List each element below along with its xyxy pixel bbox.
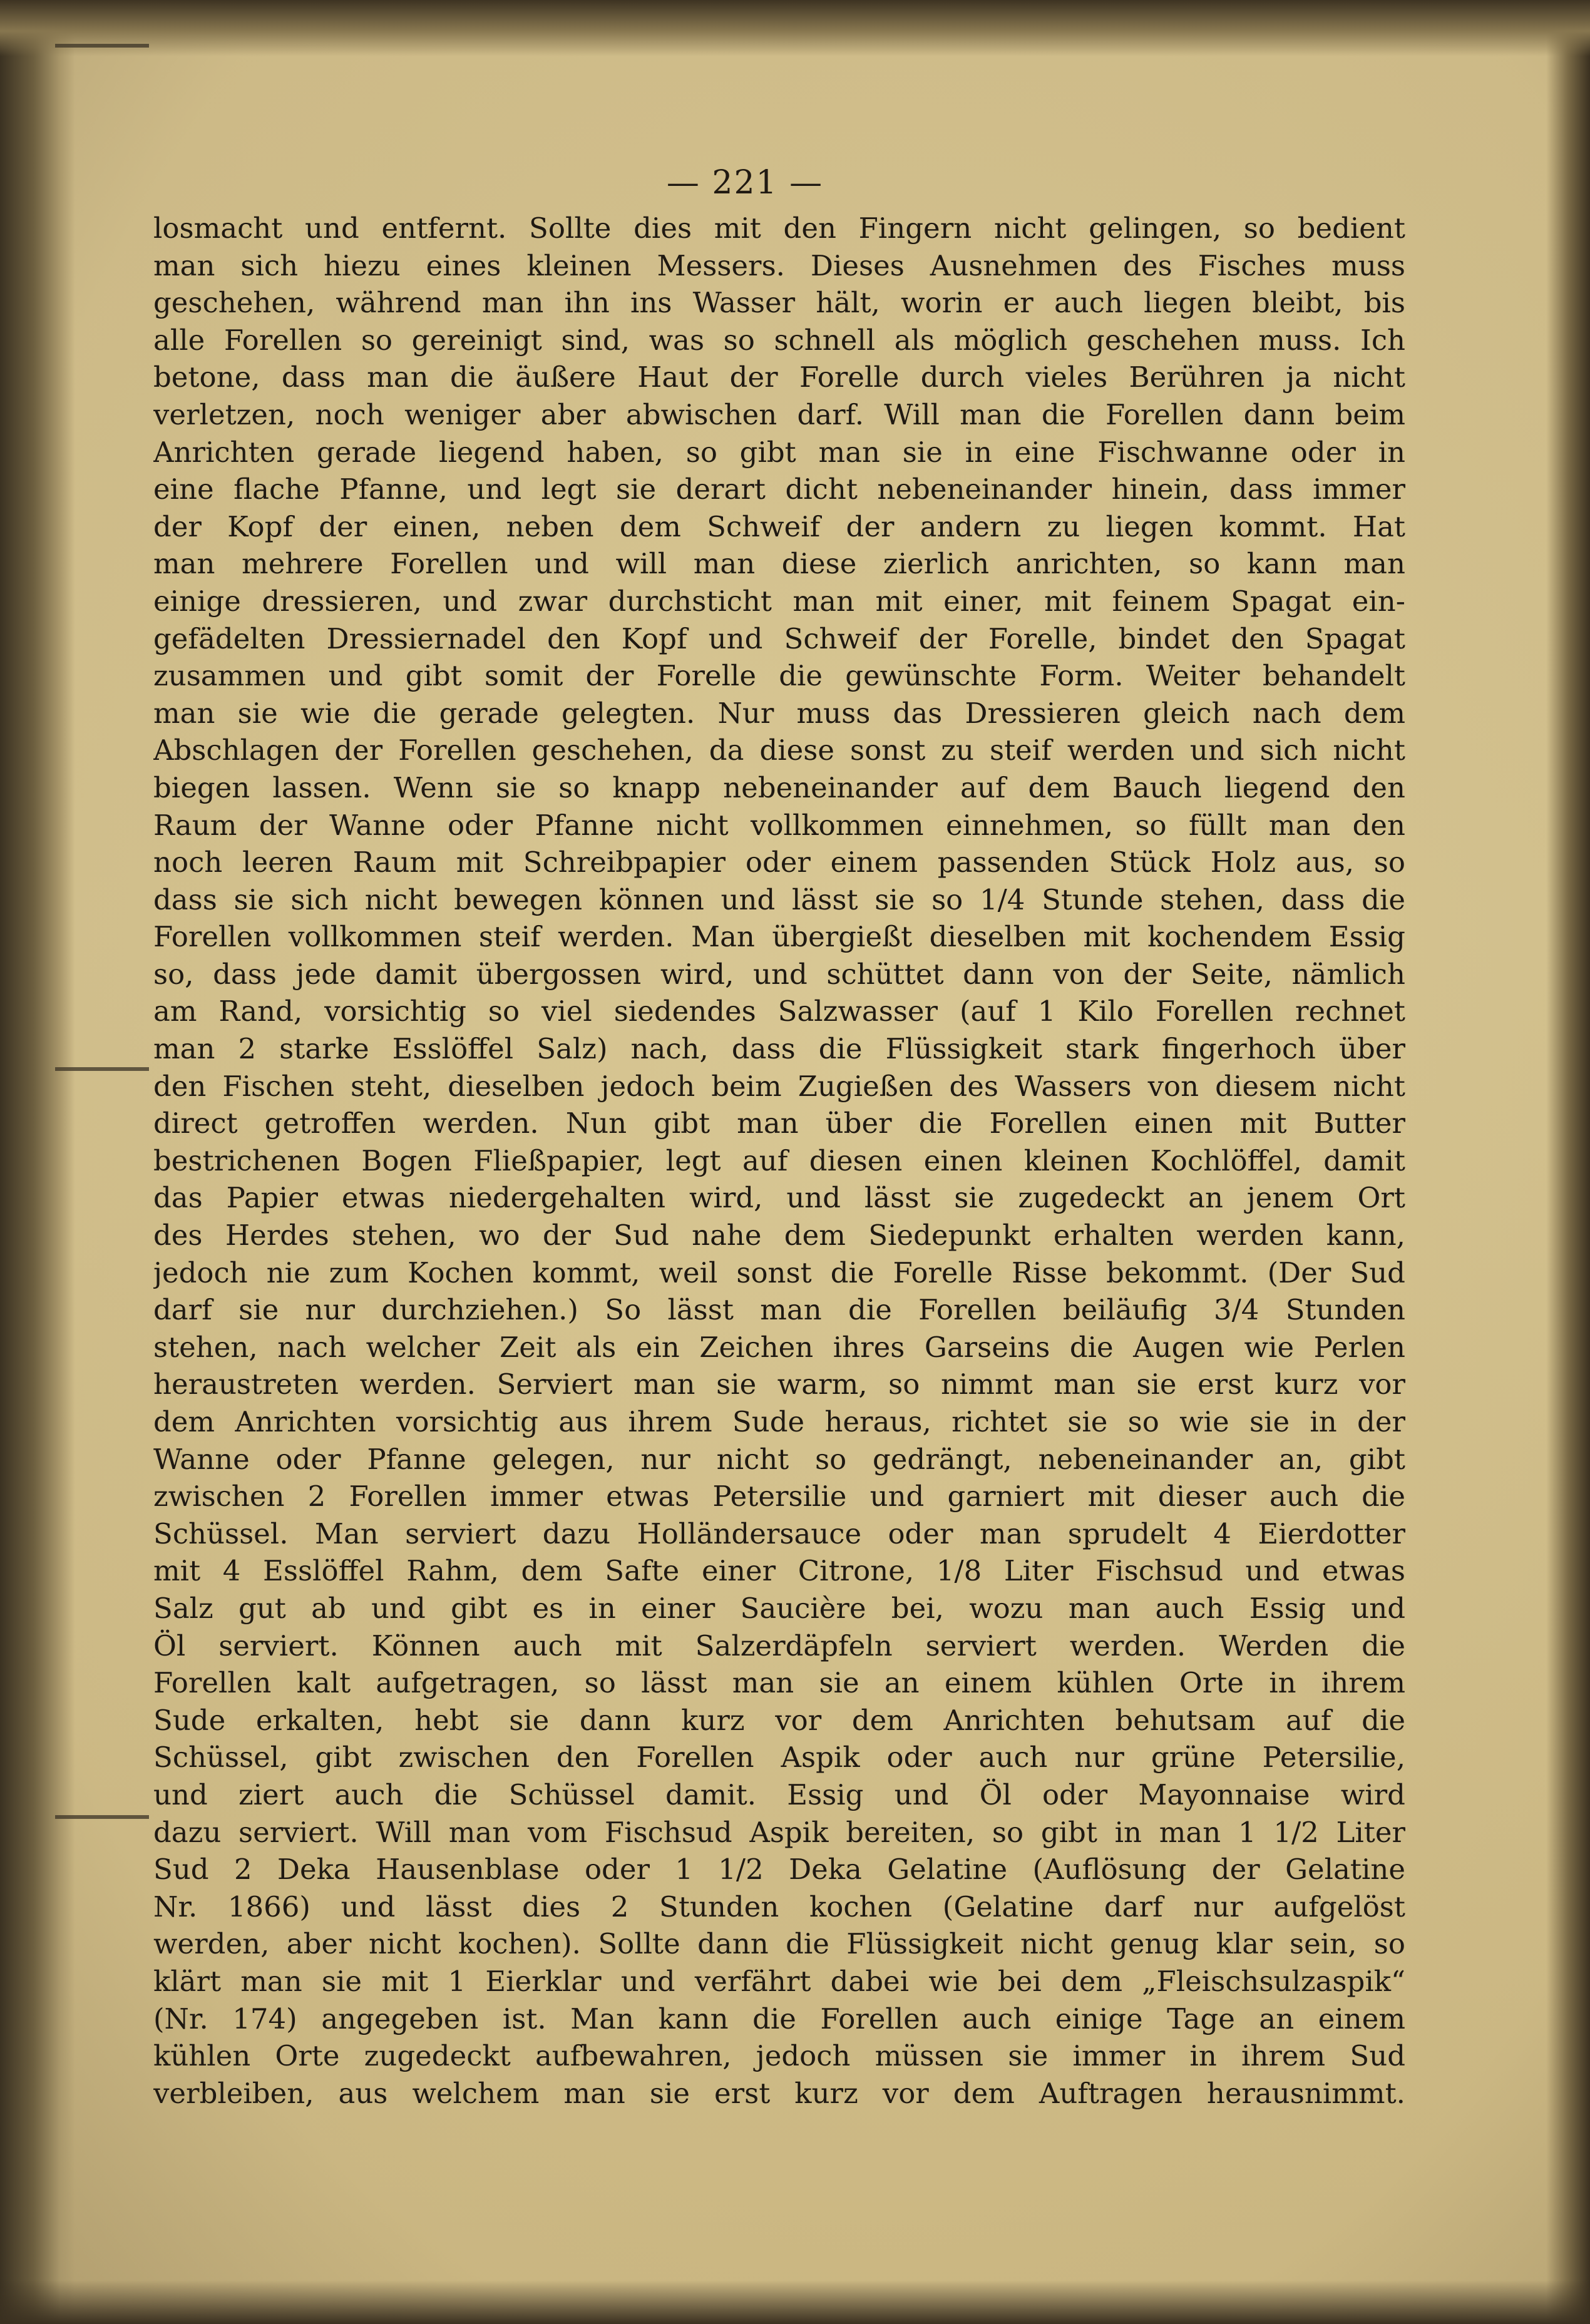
text-line-last: verbleiben, aus welchem man sie erst kurz vor dem Auftragen herausnimmt.: [153, 2076, 1405, 2110]
text-line: zusammen und gibt somit der Forelle die gewünschte Form. Weiter behandelt: [153, 659, 1405, 693]
page-bottom-edge: [0, 2280, 1590, 2324]
text-line: man mehrere Forellen und will man diese zierlich anrichten, so kann man: [153, 547, 1405, 581]
text-line: dass sie sich nicht bewegen können und lässt sie so 1/4 Stunde stehen, dass die: [153, 883, 1405, 916]
text-line: Abschlagen der Forellen geschehen, da diese sonst zu steif werden und sich nicht: [153, 734, 1405, 767]
text-line: Salz gut ab und gibt es in einer Saucière bei, wozu man auch Essig und: [153, 1591, 1405, 1625]
book-spine-edge: [0, 0, 75, 2324]
text-line: betone, dass man die äußere Haut der Forelle durch vieles Berühren ja nicht: [153, 361, 1405, 394]
text-line: man 2 starke Esslöffel Salz) nach, dass die Flüssigkeit stark fingerhoch über: [153, 1032, 1405, 1066]
text-line: Sude erkalten, hebt sie dann kurz vor dem Anrichten behutsam auf die: [153, 1703, 1405, 1737]
page-top-edge: [0, 0, 1590, 56]
text-line: verletzen, noch weniger aber abwischen darf. Will man die Forellen dann beim: [153, 397, 1405, 431]
text-line: darf sie nur durchziehen.) So lässt man die Forellen beiläufig 3/4 Stunden: [153, 1293, 1405, 1327]
text-line: der Kopf der einen, neben dem Schweif der andern zu liegen kommt. Hat: [153, 509, 1405, 543]
text-line: stehen, nach welcher Zeit als ein Zeichen ihres Garseins die Augen wie Perlen: [153, 1330, 1405, 1364]
text-line: mit 4 Esslöffel Rahm, dem Safte einer Citrone, 1/8 Liter Fischsud und etwas: [153, 1554, 1405, 1588]
text-line: Schüssel, gibt zwischen den Forellen Aspik oder auch nur grüne Petersilie,: [153, 1741, 1405, 1774]
text-line: Öl serviert. Können auch mit Salzerdäpfeln serviert werden. Werden die: [153, 1629, 1405, 1662]
text-line: Sud 2 Deka Hausenblase oder 1 1/2 Deka Gelatine (Auflösung der Gelatine: [153, 1853, 1405, 1886]
text-line: biegen lassen. Wenn sie so knapp nebeneinander auf dem Bauch liegend den: [153, 770, 1405, 804]
text-line: so, dass jede damit übergossen wird, und schüttet dann von der Seite, nämlich: [153, 957, 1405, 991]
text-line: am Rand, vorsichtig so viel siedendes Salzwasser (auf 1 Kilo Forellen rechnet: [153, 995, 1405, 1028]
text-line: Wanne oder Pfanne gelegen, nur nicht so gedrängt, nebeneinander an, gibt: [153, 1442, 1405, 1476]
text-line: man sie wie die gerade gelegten. Nur muss das Dressieren gleich nach dem: [153, 696, 1405, 730]
spine-mark-top: [55, 44, 149, 48]
body-text: [153, 210, 1405, 2112]
text-line: bestrichenen Bogen Fließpapier, legt auf diesen einen kleinen Kochlöffel, damit: [153, 1144, 1405, 1177]
text-line: alle Forellen so gereinigt sind, was so schnell als möglich geschehen muss. Ich: [153, 323, 1405, 357]
text-line: eine flache Pfanne, und legt sie derart dicht nebeneinander hinein, dass immer: [153, 473, 1405, 506]
text-line: man sich hiezu eines kleinen Messers. Dieses Ausnehmen des Fisches muss: [153, 248, 1405, 282]
text-line: des Herdes stehen, wo der Sud nahe dem Siedepunkt erhalten werden kann,: [153, 1219, 1405, 1252]
page-number: — 221 —: [666, 164, 824, 202]
text-line: losmacht und entfernt. Sollte dies mit den Fingern nicht gelingen, so bedient: [153, 212, 1405, 245]
page-right-edge: [1546, 0, 1590, 2324]
text-line: Nr. 1866) und lässt dies 2 Stunden kochen (Gelatine darf nur aufgelöst: [153, 1890, 1405, 1923]
text-line: werden, aber nicht kochen). Sollte dann die Flüssigkeit nicht genug klar sein, so: [153, 1927, 1405, 1961]
text-line: kühlen Orte zugedeckt aufbewahren, jedoch müssen sie immer in ihrem Sud: [153, 2039, 1405, 2073]
text-line: zwischen 2 Forellen immer etwas Petersilie und garniert mit dieser auch die: [153, 1480, 1405, 1513]
text-line: den Fischen steht, dieselben jedoch beim Zugießen des Wassers von diesem nicht: [153, 1069, 1405, 1103]
text-line: noch leeren Raum mit Schreibpapier oder einem passenden Stück Holz aus, so: [153, 846, 1405, 879]
text-line: dazu serviert. Will man vom Fischsud Aspik bereiten, so gibt in man 1 1/2 Liter: [153, 1815, 1405, 1849]
text-line: (Nr. 174) angegeben ist. Man kann die Forellen auch einige Tage an einem: [153, 2002, 1405, 2035]
text-line: heraustreten werden. Serviert man sie warm, so nimmt man sie erst kurz vor: [153, 1368, 1405, 1401]
text-line: Anrichten gerade liegend haben, so gibt man sie in eine Fischwanne oder in: [153, 435, 1405, 469]
text-line: das Papier etwas niedergehalten wird, und lässt sie zugedeckt an jenem Ort: [153, 1181, 1405, 1215]
text-line: dem Anrichten vorsichtig aus ihrem Sude heraus, richtet sie so wie sie in der: [153, 1405, 1405, 1438]
spine-mark-middle: [55, 1067, 149, 1071]
spine-mark-lower: [55, 1815, 149, 1819]
text-line: Forellen vollkommen steif werden. Man übergießt dieselben mit kochendem Essig: [153, 920, 1405, 954]
text-line: klärt man sie mit 1 Eierklar und verfährt dabei wie bei dem „Fleischsulzaspik“: [153, 1964, 1405, 1998]
text-line: Schüssel. Man serviert dazu Holländersauce oder man sprudelt 4 Eierdotter: [153, 1517, 1405, 1550]
text-line: Forellen kalt aufgetragen, so lässt man sie an einem kühlen Orte in ihrem: [153, 1666, 1405, 1700]
text-line: gefädelten Dressiernadel den Kopf und Schweif der Forelle, bindet den Spagat: [153, 622, 1405, 655]
text-line: Raum der Wanne oder Pfanne nicht vollkommen einnehmen, so füllt man den: [153, 808, 1405, 842]
text-line: einige dressieren, und zwar durchsticht man mit einer, mit feinem Spagat ein-: [153, 584, 1405, 618]
text-line: und ziert auch die Schüssel damit. Essig und Öl oder Mayonnaise wird: [153, 1778, 1405, 1811]
text-line: direct getroffen werden. Nun gibt man über die Forellen einen mit Butter: [153, 1107, 1405, 1140]
text-line: jedoch nie zum Kochen kommt, weil sonst die Forelle Risse bekommt. (Der Sud: [153, 1256, 1405, 1289]
text-line: geschehen, während man ihn ins Wasser hält, worin er auch liegen bleibt, bis: [153, 286, 1405, 320]
